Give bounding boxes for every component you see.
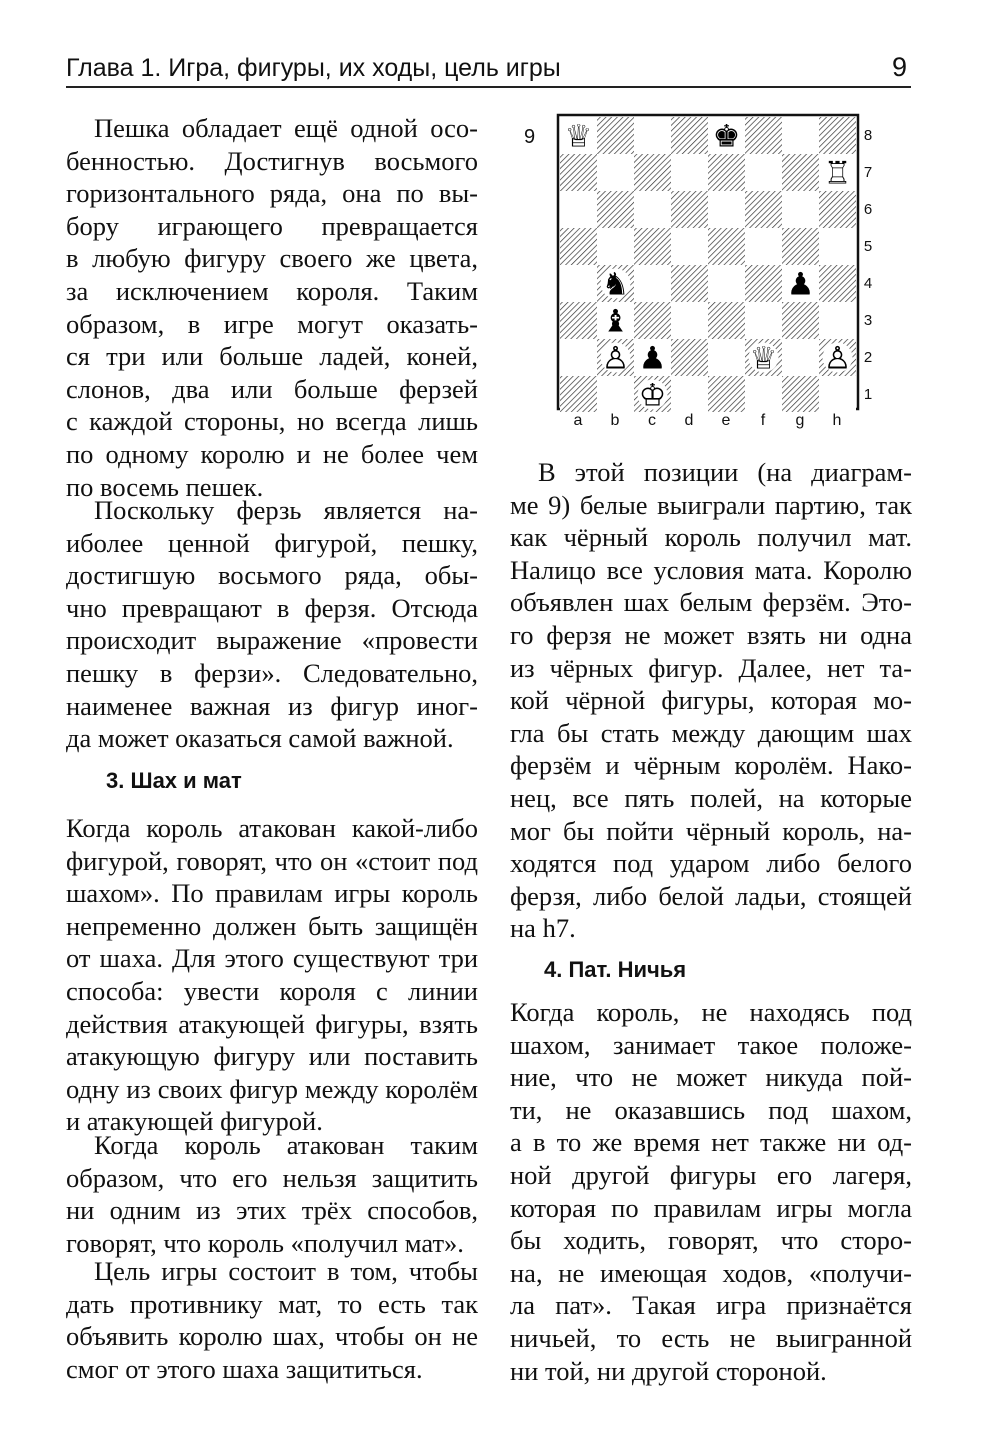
- board-square: [745, 117, 782, 154]
- text-line: одну из своих фигур между королём: [66, 1073, 478, 1104]
- board-square: [597, 117, 634, 154]
- text-line: непременно должен быть защищён: [66, 910, 478, 941]
- board-square: [708, 228, 745, 265]
- board-square: [671, 228, 708, 265]
- section-heading-check-and-mate: 3. Шах и мат: [106, 768, 242, 793]
- board-square: [745, 265, 782, 302]
- left-paragraph-4: [66, 1129, 478, 1259]
- text-line: ла пат». Такая игра признаётся: [510, 1290, 912, 1321]
- text-line: Когда король атакован какой-либо: [66, 813, 478, 843]
- board-square: [708, 265, 745, 302]
- rank-label: 3: [863, 312, 873, 329]
- rank-label: 1: [863, 386, 873, 403]
- left-paragraph-2: [66, 494, 478, 755]
- board-square: [819, 376, 856, 412]
- board-square: [745, 154, 782, 191]
- white-rook-icon: ♖: [823, 155, 852, 192]
- chessboard: [520, 112, 860, 412]
- text-line: дать противнику мат, то есть так: [66, 1288, 478, 1319]
- board-square: [745, 376, 782, 412]
- text-line: за исключением короля. Таким: [66, 275, 478, 306]
- board-square: [745, 302, 782, 339]
- text-line: достигшую восьмого ряда, обы-: [66, 560, 478, 591]
- text-line: ничьей, то есть не выигранной: [510, 1322, 912, 1353]
- black-knight-icon: ♞: [601, 266, 630, 303]
- text-line: на h7.: [510, 913, 576, 944]
- text-line: го ферзя не может взять ни одна: [510, 619, 912, 650]
- text-line: шахом». По правилам игры король: [66, 878, 478, 909]
- board-square: [597, 228, 634, 265]
- text-line: и атакующей фигурой.: [66, 1106, 323, 1137]
- text-line: да может оказаться самой важной.: [66, 723, 454, 754]
- text-line: на, не имеющая ходов, «получи-: [510, 1257, 912, 1288]
- text-line: смог от этого шаха защититься.: [66, 1353, 423, 1384]
- text-line: объявлен шах белым ферзём. Это-: [510, 587, 912, 618]
- board-square: [634, 265, 671, 302]
- file-label: c: [648, 412, 656, 429]
- rank-label: 5: [863, 238, 873, 255]
- file-label: d: [684, 412, 694, 429]
- board-square: [634, 228, 671, 265]
- board-square: [560, 265, 597, 302]
- text-line: пешку в ферзи». Следовательно,: [66, 657, 478, 688]
- text-line: слонов, два или больше ферзей: [66, 373, 478, 404]
- board-square: [671, 154, 708, 191]
- board-square: [560, 302, 597, 339]
- text-line: Поскольку ферзь является на-: [94, 495, 478, 525]
- black-pawn-icon: ♟: [638, 340, 667, 377]
- text-line: от шаха. Для этого существуют три: [66, 943, 478, 974]
- board-square: [708, 302, 745, 339]
- board-square: [782, 302, 819, 339]
- board-square: [745, 191, 782, 228]
- board-square: [671, 376, 708, 412]
- board-square: [634, 117, 671, 154]
- board-square: [708, 339, 745, 376]
- board-square: [708, 376, 745, 412]
- board-square: [560, 154, 597, 191]
- board-square: [597, 154, 634, 191]
- text-line: ни одним из этих трёх способов,: [66, 1195, 478, 1226]
- board-square: [560, 376, 597, 412]
- file-label: h: [832, 412, 842, 429]
- board-square: [819, 265, 856, 302]
- left-paragraph-1: [66, 112, 478, 503]
- text-line: шахом, занимает такое положе-: [510, 1029, 912, 1060]
- board-square: [819, 191, 856, 228]
- text-line: кой чёрной фигуры, которая мо-: [510, 685, 912, 716]
- right-paragraph-1: [510, 456, 912, 945]
- board-square: [560, 191, 597, 228]
- text-line: ни той, ни другой стороной.: [510, 1355, 827, 1386]
- text-line: ферзём и чёрным королём. Нако-: [510, 750, 912, 781]
- white-queen-icon: ♕: [564, 118, 593, 155]
- board-square: [671, 302, 708, 339]
- text-line: образом, что его нельзя защитить: [66, 1162, 478, 1193]
- text-line: В этой позиции (на диаграм-: [538, 457, 912, 487]
- text-line: образом, в игре могут оказать-: [66, 308, 478, 339]
- file-label: e: [721, 412, 731, 429]
- rank-label: 4: [863, 275, 873, 292]
- white-king-icon: ♔: [638, 377, 667, 412]
- text-line: бенностью. Достигнув восьмого: [66, 145, 478, 176]
- text-line: способа: увести короля с линии: [66, 975, 478, 1006]
- text-line: ной другой фигуры его лагеря,: [510, 1159, 912, 1190]
- text-line: горизонтального ряда, она по вы-: [66, 178, 478, 209]
- text-line: Когда король, не находясь под: [510, 997, 912, 1027]
- board-square: [782, 191, 819, 228]
- board-square: [708, 154, 745, 191]
- board-square: [782, 339, 819, 376]
- text-line: говорят, что король «получил мат».: [66, 1227, 464, 1258]
- text-line: а в то же время нет также ни од-: [510, 1127, 912, 1158]
- text-line: из чёрных фигур. Далее, нет та-: [510, 652, 912, 683]
- board-square: [671, 339, 708, 376]
- white-pawn-icon: ♙: [823, 340, 852, 377]
- diagram-number: 9: [524, 126, 536, 148]
- file-label: f: [760, 412, 766, 429]
- board-square: [819, 117, 856, 154]
- board-square: [782, 376, 819, 412]
- left-paragraph-5: [66, 1255, 478, 1385]
- text-line: бы ходить, говорят, что сторо-: [510, 1225, 912, 1256]
- text-line: ти, не оказавшись под шахом,: [510, 1094, 912, 1125]
- board-square: [671, 191, 708, 228]
- text-line: с каждой стороны, но всегда лишь: [66, 406, 478, 437]
- file-label: b: [610, 412, 620, 429]
- board-square: [745, 228, 782, 265]
- text-line: атакующую фигуру или поставить: [66, 1041, 478, 1072]
- board-square: [634, 191, 671, 228]
- board-square: [560, 339, 597, 376]
- text-line: чно превращают в ферзя. Отсюда: [66, 592, 478, 623]
- text-line: бору играющего превращается: [66, 210, 478, 241]
- text-line: Цель игры состоит в том, чтобы: [94, 1256, 478, 1286]
- board-square: [782, 154, 819, 191]
- board-square: [782, 117, 819, 154]
- file-label: g: [795, 412, 805, 429]
- file-label: a: [573, 412, 583, 429]
- board-square: [671, 265, 708, 302]
- text-line: действия атакующей фигуры, взять: [66, 1008, 478, 1039]
- black-pawn-icon: ♟: [786, 266, 815, 303]
- text-line: ние, что не может никуда пой-: [510, 1062, 912, 1093]
- board-square: [671, 117, 708, 154]
- text-line: Пешка обладает ещё одной осо-: [94, 113, 478, 143]
- text-line: по одному королю и не более чем: [66, 438, 478, 469]
- text-line: как чёрный король получил мат.: [510, 522, 912, 553]
- rank-label: 8: [863, 127, 873, 144]
- text-line: фигурой, говорят, что он «стоит под: [66, 845, 478, 876]
- board-square: [708, 191, 745, 228]
- text-line: мог бы пойти чёрный король, на-: [510, 815, 912, 846]
- board-square: [597, 376, 634, 412]
- text-line: которая по правилам игры могла: [510, 1192, 912, 1223]
- text-line: ферзя, либо белой ладьи, стоящей: [510, 880, 912, 911]
- text-line: в любую фигуру своего же цвета,: [66, 243, 478, 274]
- text-line: происходит выражение «провести: [66, 625, 478, 656]
- board-square: [634, 154, 671, 191]
- text-line: ся три или больше ладей, коней,: [66, 341, 478, 372]
- text-line: ме 9) белые выиграли партию, так: [510, 489, 912, 520]
- text-line: наименее важная из фигур иног-: [66, 690, 478, 721]
- rank-label: 2: [863, 349, 873, 366]
- page-number: 9: [891, 52, 907, 82]
- text-line: по восемь пешек.: [66, 471, 264, 502]
- black-king-icon: ♚: [712, 118, 741, 155]
- board-square: [597, 191, 634, 228]
- black-bishop-icon: ♝: [601, 303, 630, 340]
- text-line: объявить королю шах, чтобы он не: [66, 1321, 478, 1352]
- board-square: [819, 228, 856, 265]
- board-square: [819, 302, 856, 339]
- rank-label: 6: [863, 201, 873, 218]
- board-square: [560, 228, 597, 265]
- section-heading-stalemate-draw: 4. Пат. Ничья: [544, 957, 687, 982]
- running-header: [66, 52, 911, 88]
- white-pawn-icon: ♙: [601, 340, 630, 377]
- right-paragraph-2: [510, 996, 912, 1387]
- text-line: Налицо все условия мата. Королю: [510, 554, 912, 585]
- text-line: гла бы стать между дающим шах: [510, 717, 912, 748]
- text-line: иболее ценной фигурой, пешку,: [66, 527, 478, 558]
- text-line: нец, все пять полей, на которые: [510, 782, 912, 813]
- board-square: [634, 302, 671, 339]
- chess-diagram: [520, 112, 890, 442]
- board-square: [782, 228, 819, 265]
- text-line: ходятся под ударом либо белого: [510, 848, 912, 879]
- chapter-title: Глава 1. Игра, фигуры, их ходы, цель игры: [66, 54, 561, 82]
- white-queen-icon: ♕: [749, 340, 778, 377]
- text-line: Когда король атакован таким: [94, 1130, 478, 1160]
- left-paragraph-3: [66, 812, 478, 1138]
- rank-label: 7: [863, 164, 873, 181]
